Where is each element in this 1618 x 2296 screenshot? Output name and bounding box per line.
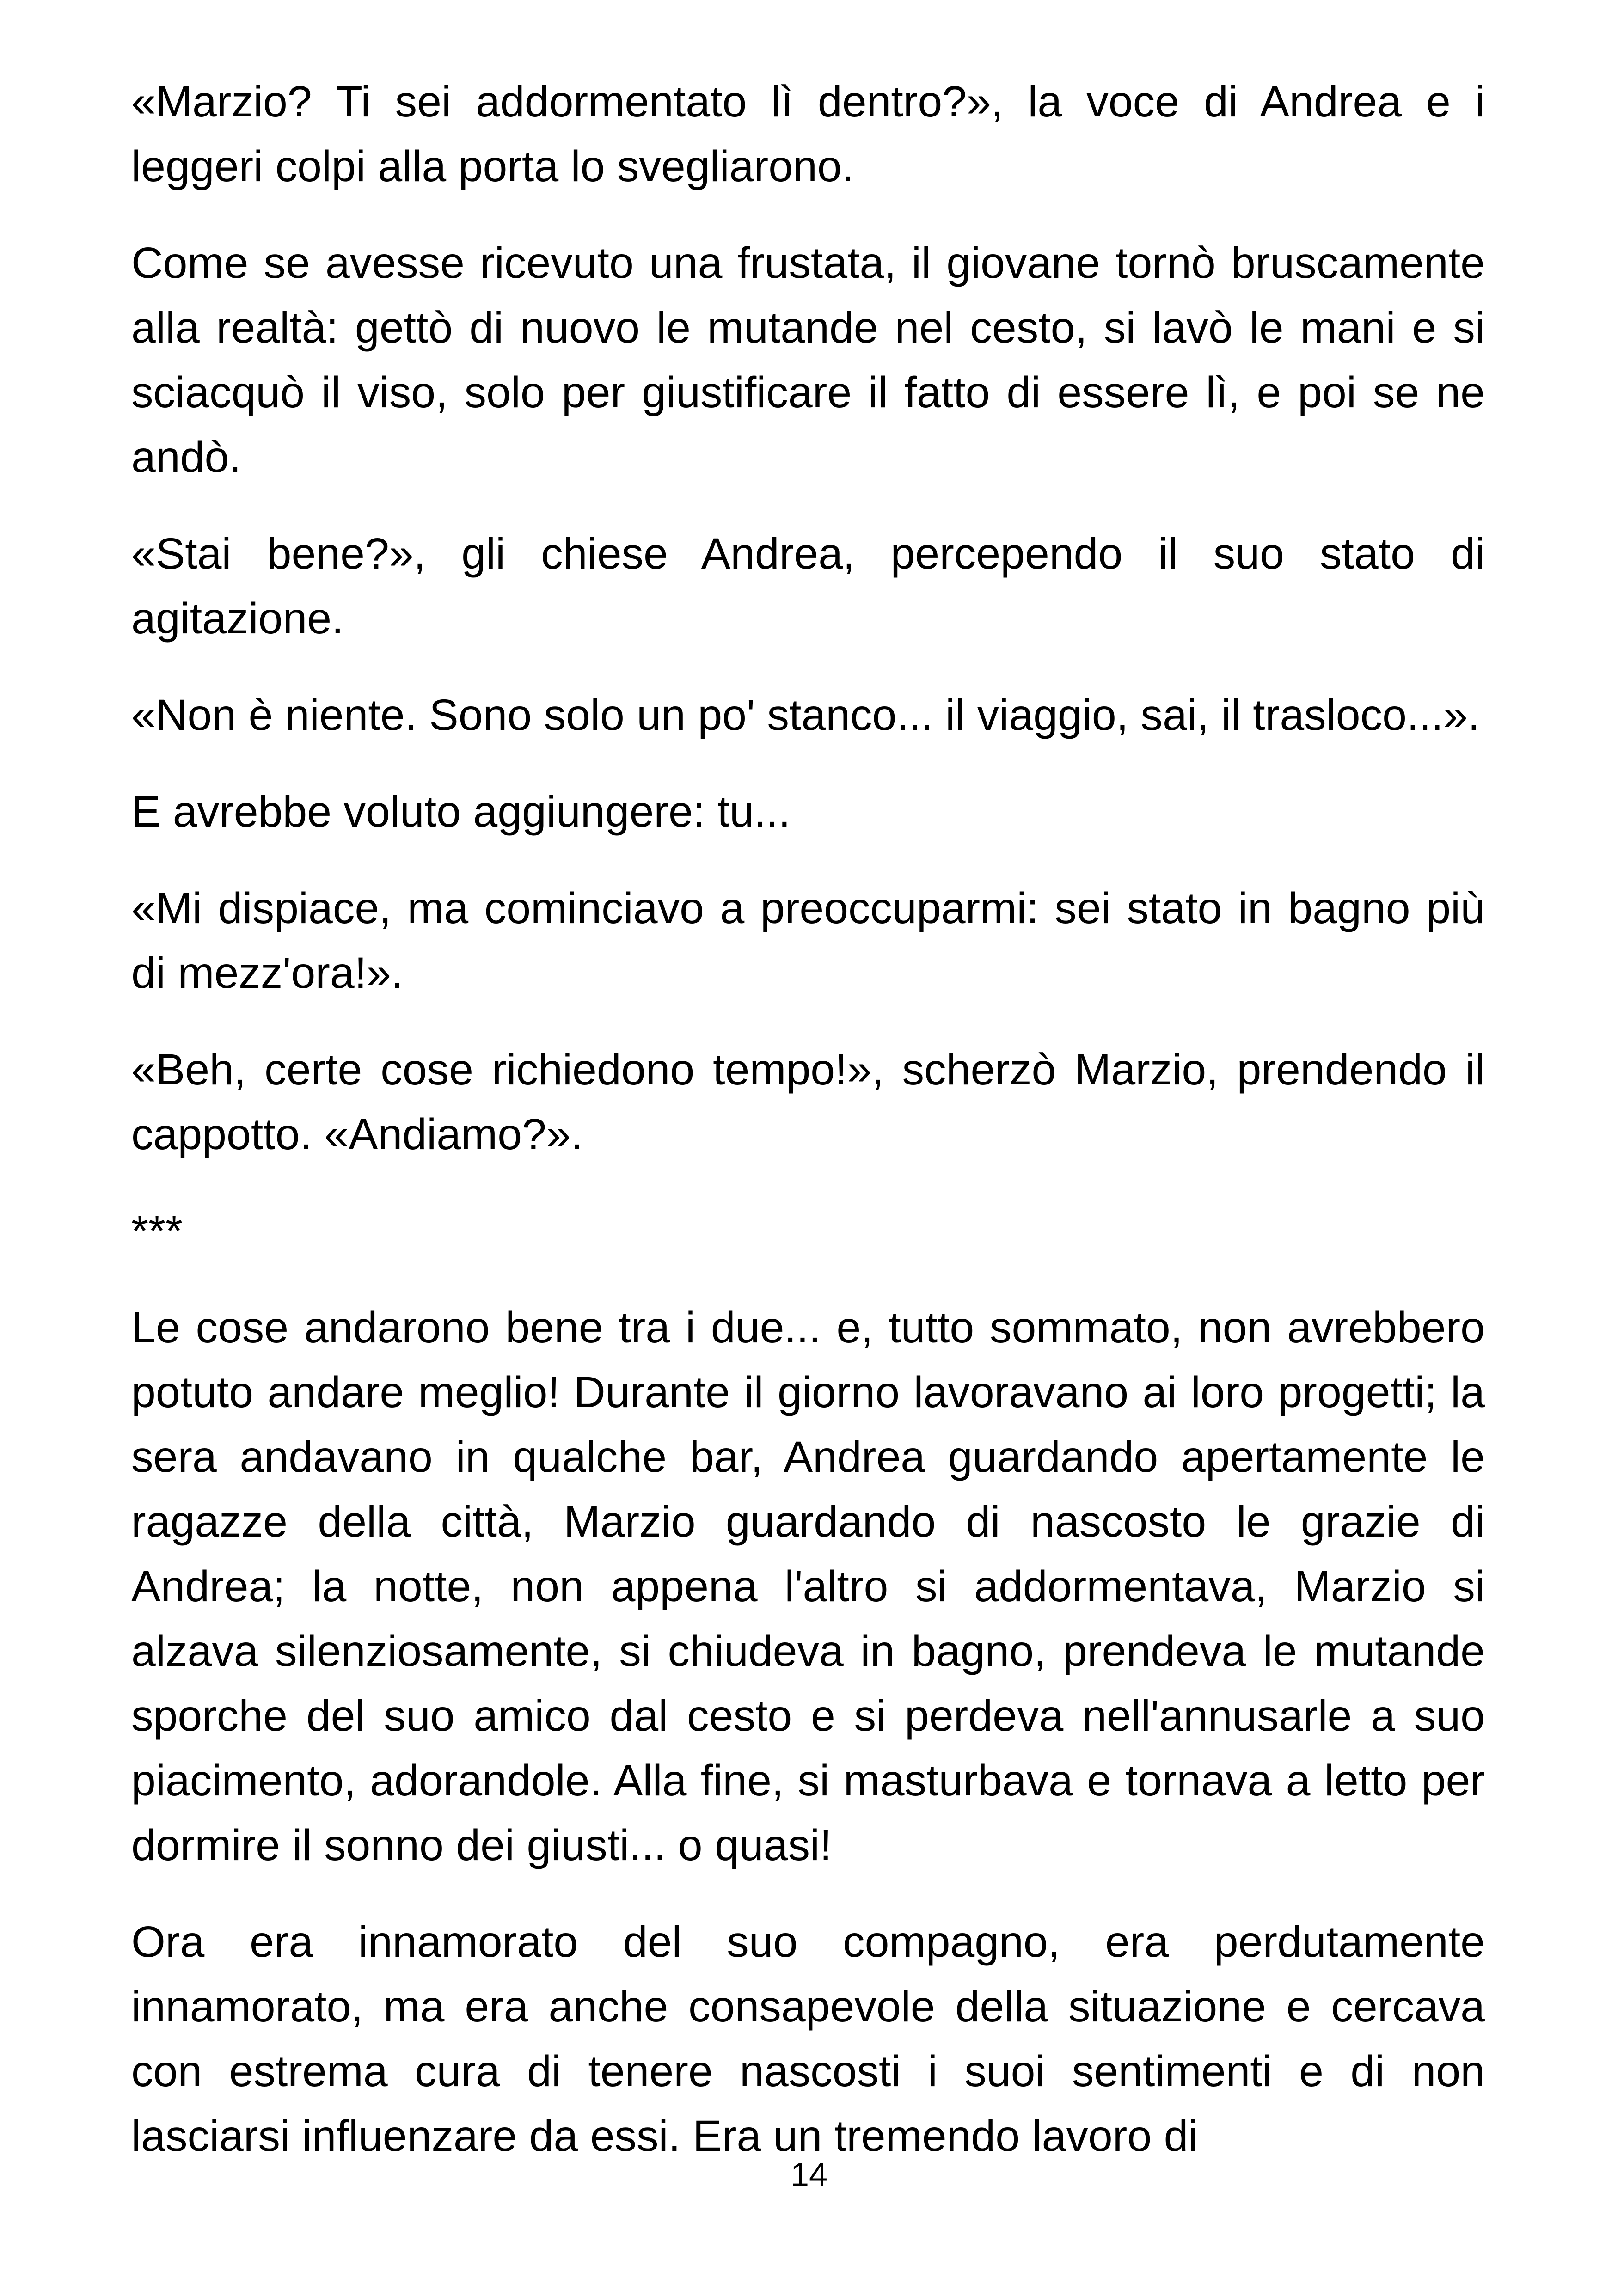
paragraph-7: «Beh, certe cose richiedono tempo!», scherzò Marzio, prendendo il cappotto. «Andiamo?». — [131, 1045, 1485, 1159]
document-page — [131, 69, 1485, 2200]
paragraph-1: «Marzio? Ti sei addormentato lì dentro?», la voce di Andrea e i leggeri colpi alla porta lo svegliarono. — [131, 77, 1485, 191]
page-number: 14 — [790, 2156, 828, 2193]
paragraph-4: «Non è niente. Sono solo un po' stanco... il viaggio, sai, il trasloco...». — [131, 691, 1480, 740]
paragraph-3: «Stai bene?», gli chiese Andrea, percependo il suo stato di agitazione. — [131, 529, 1485, 643]
paragraph-5: E avrebbe voluto aggiungere: tu... — [131, 787, 791, 836]
paragraph-9: Ora era innamorato del suo compagno, era perdutamente innamorato, ma era anche consapevole della situazione e cercava con estrema cura di tenere nascosti i suoi sentimenti e di non lasciarsi influenzare da essi. Era un tremendo lavoro di — [131, 1917, 1485, 2161]
section-separator: *** — [131, 1206, 183, 1255]
paragraph-6: «Mi dispiace, ma cominciavo a preoccuparmi: sei stato in bagno più di mezz'ora!». — [131, 884, 1485, 998]
paragraph-8: Le cose andarono bene tra i due... e, tutto sommato, non avrebbero potuto andare meglio! Durante il giorno lavoravano ai loro progetti; la sera andavano in qualche bar, Andrea guardando apertamente le ragazze della città, Marzio guardando di nascosto le grazie di Andrea; la notte, non appena l'altro si addormentava, Marzio si alzava silenziosamente, si chiudeva in bagno, prendeva le mutande sporche del suo amico dal cesto e si perdeva nell'annusarle a suo piacimento, adorandole. Alla fine, si masturbava e tornava a letto per dormire il sonno dei giusti... o quasi! — [131, 1303, 1485, 1870]
paragraph-2: Come se avesse ricevuto una frustata, il giovane tornò bruscamente alla realtà: gettò di nuovo le mutande nel cesto, si lavò le mani e si sciacquò il viso, solo per giustificare il fatto di essere lì, e poi se ne andò. — [131, 239, 1485, 482]
